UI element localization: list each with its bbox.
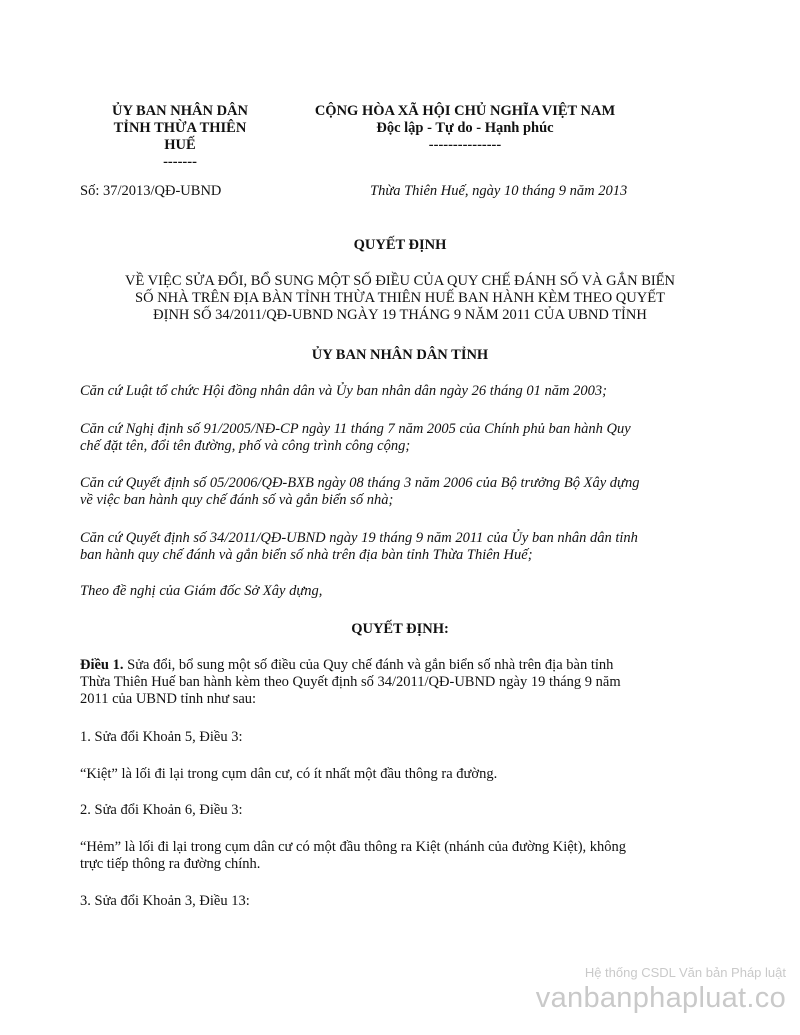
article-1-text: Sửa đổi, bổ sung một số điều của Quy chế đánh và gắn biển số nhà trên địa bàn tỉnh (123, 657, 614, 673)
site-watermark (536, 965, 786, 1015)
watermark-domain: vanbanphapluat.co (535, 982, 786, 1014)
issuer-line-3: HUẾ (164, 137, 196, 153)
legal-basis-line: chế đặt tên, đổi tên đường, phố và công trình công cộng; (80, 438, 411, 454)
hem-definition (80, 839, 720, 873)
document-title: QUYẾT ĐỊNH (353, 237, 447, 253)
legal-basis-line: ban hành quy chế đánh và gắn biển số nhà trên địa bàn tỉnh Thừa Thiên Huế; (80, 547, 533, 563)
article-1-label: Điều 1. (80, 657, 124, 673)
proposal-basis (80, 583, 720, 600)
paragraph-line: “Hẻm” là lối đi lại trong cụm dân cư có một đầu thông ra Kiệt (nhánh của đường Kiệt), không (80, 839, 627, 855)
place-and-date: Thừa Thiên Huế, ngày 10 tháng 9 năm 2013 (370, 183, 628, 199)
legal-basis-line: Căn cứ Luật tổ chức Hội đồng nhân dân và Ủy ban nhân dân ngày 26 tháng 01 năm 2003; (80, 383, 607, 399)
kiet-definition (80, 766, 720, 783)
paragraph-line: trực tiếp thông ra đường chính. (80, 856, 261, 872)
legal-basis-4 (80, 530, 720, 564)
paragraph-line: “Kiệt” là lối đi lại trong cụm dân cư, có ít nhất một đầu thông ra đường. (80, 766, 498, 782)
amendment-2-heading (80, 802, 720, 819)
decision-heading: QUYẾT ĐỊNH: (351, 621, 449, 637)
legal-basis-1 (80, 383, 720, 400)
legal-basis-line: Căn cứ Quyết định số 05/2006/QĐ-BXB ngày 08 tháng 3 năm 2006 của Bộ trưởng Bộ Xây dựng (80, 475, 640, 491)
country-name: CỘNG HÒA XÃ HỘI CHỦ NGHĨA VIỆT NAM (314, 103, 616, 119)
subject-line-3: ĐỊNH SỐ 34/2011/QĐ-UBND NGÀY 19 THÁNG 9 NĂM 2011 CỦA UBND TỈNH (153, 307, 647, 323)
legal-basis-2 (80, 421, 720, 455)
article-1-line-1 (80, 657, 720, 674)
national-motto-header (285, 103, 645, 154)
issuer-line-1: ỦY BAN NHÂN DÂN (111, 103, 248, 119)
document-number: Số: 37/2013/QĐ-UBND (80, 183, 222, 199)
motto-rule: --------------- (428, 137, 502, 153)
issuing-authority-header (80, 103, 280, 171)
legal-basis-line: Theo đề nghị của Giám đốc Sở Xây dựng, (80, 583, 323, 599)
subject-line-2: SỐ NHÀ TRÊN ĐỊA BÀN TỈNH THỪA THIÊN HUẾ BAN HÀNH KÈM THEO QUYẾT (135, 290, 665, 306)
article-1 (80, 657, 720, 708)
authority-heading: ỦY BAN NHÂN DÂN TỈNH (311, 347, 489, 363)
article-1-line-3: 2011 của UBND tỉnh như sau: (80, 691, 257, 707)
amendment-1-heading (80, 729, 720, 746)
legal-basis-line: Căn cứ Nghị định số 91/2005/NĐ-CP ngày 11 tháng 7 năm 2005 của Chính phủ ban hành Quy (80, 421, 631, 437)
paragraph-line: 2. Sửa đổi Khoản 6, Điều 3: (80, 802, 243, 818)
article-1-line-2: Thừa Thiên Huế ban hành kèm theo Quyết định số 34/2011/QĐ-UBND ngày 19 tháng 9 năm (80, 674, 621, 690)
subject-line-1: VỀ VIỆC SỬA ĐỔI, BỔ SUNG MỘT SỐ ĐIỀU CỦA QUY CHẾ ĐÁNH SỐ VÀ GẮN BIỂN (124, 273, 676, 289)
document-subject (80, 273, 720, 324)
issuer-line-2: TỈNH THỪA THIÊN (113, 120, 247, 136)
watermark-caption: Hệ thống CSDL Văn bản Pháp luật (584, 965, 786, 980)
paragraph-line: 3. Sửa đổi Khoản 3, Điều 13: (80, 893, 250, 909)
amendment-3-heading (80, 893, 720, 910)
legal-basis-3 (80, 475, 720, 509)
paragraph-line: 1. Sửa đổi Khoản 5, Điều 3: (80, 729, 243, 745)
legal-basis-line: về việc ban hành quy chế đánh số và gắn biển số nhà; (80, 492, 394, 508)
national-motto: Độc lập - Tự do - Hạnh phúc (376, 120, 554, 136)
issuer-rule: ------- (163, 154, 197, 170)
legal-basis-line: Căn cứ Quyết định số 34/2011/QĐ-UBND ngày 19 tháng 9 năm 2011 của Ủy ban nhân dân tỉnh (80, 530, 638, 546)
